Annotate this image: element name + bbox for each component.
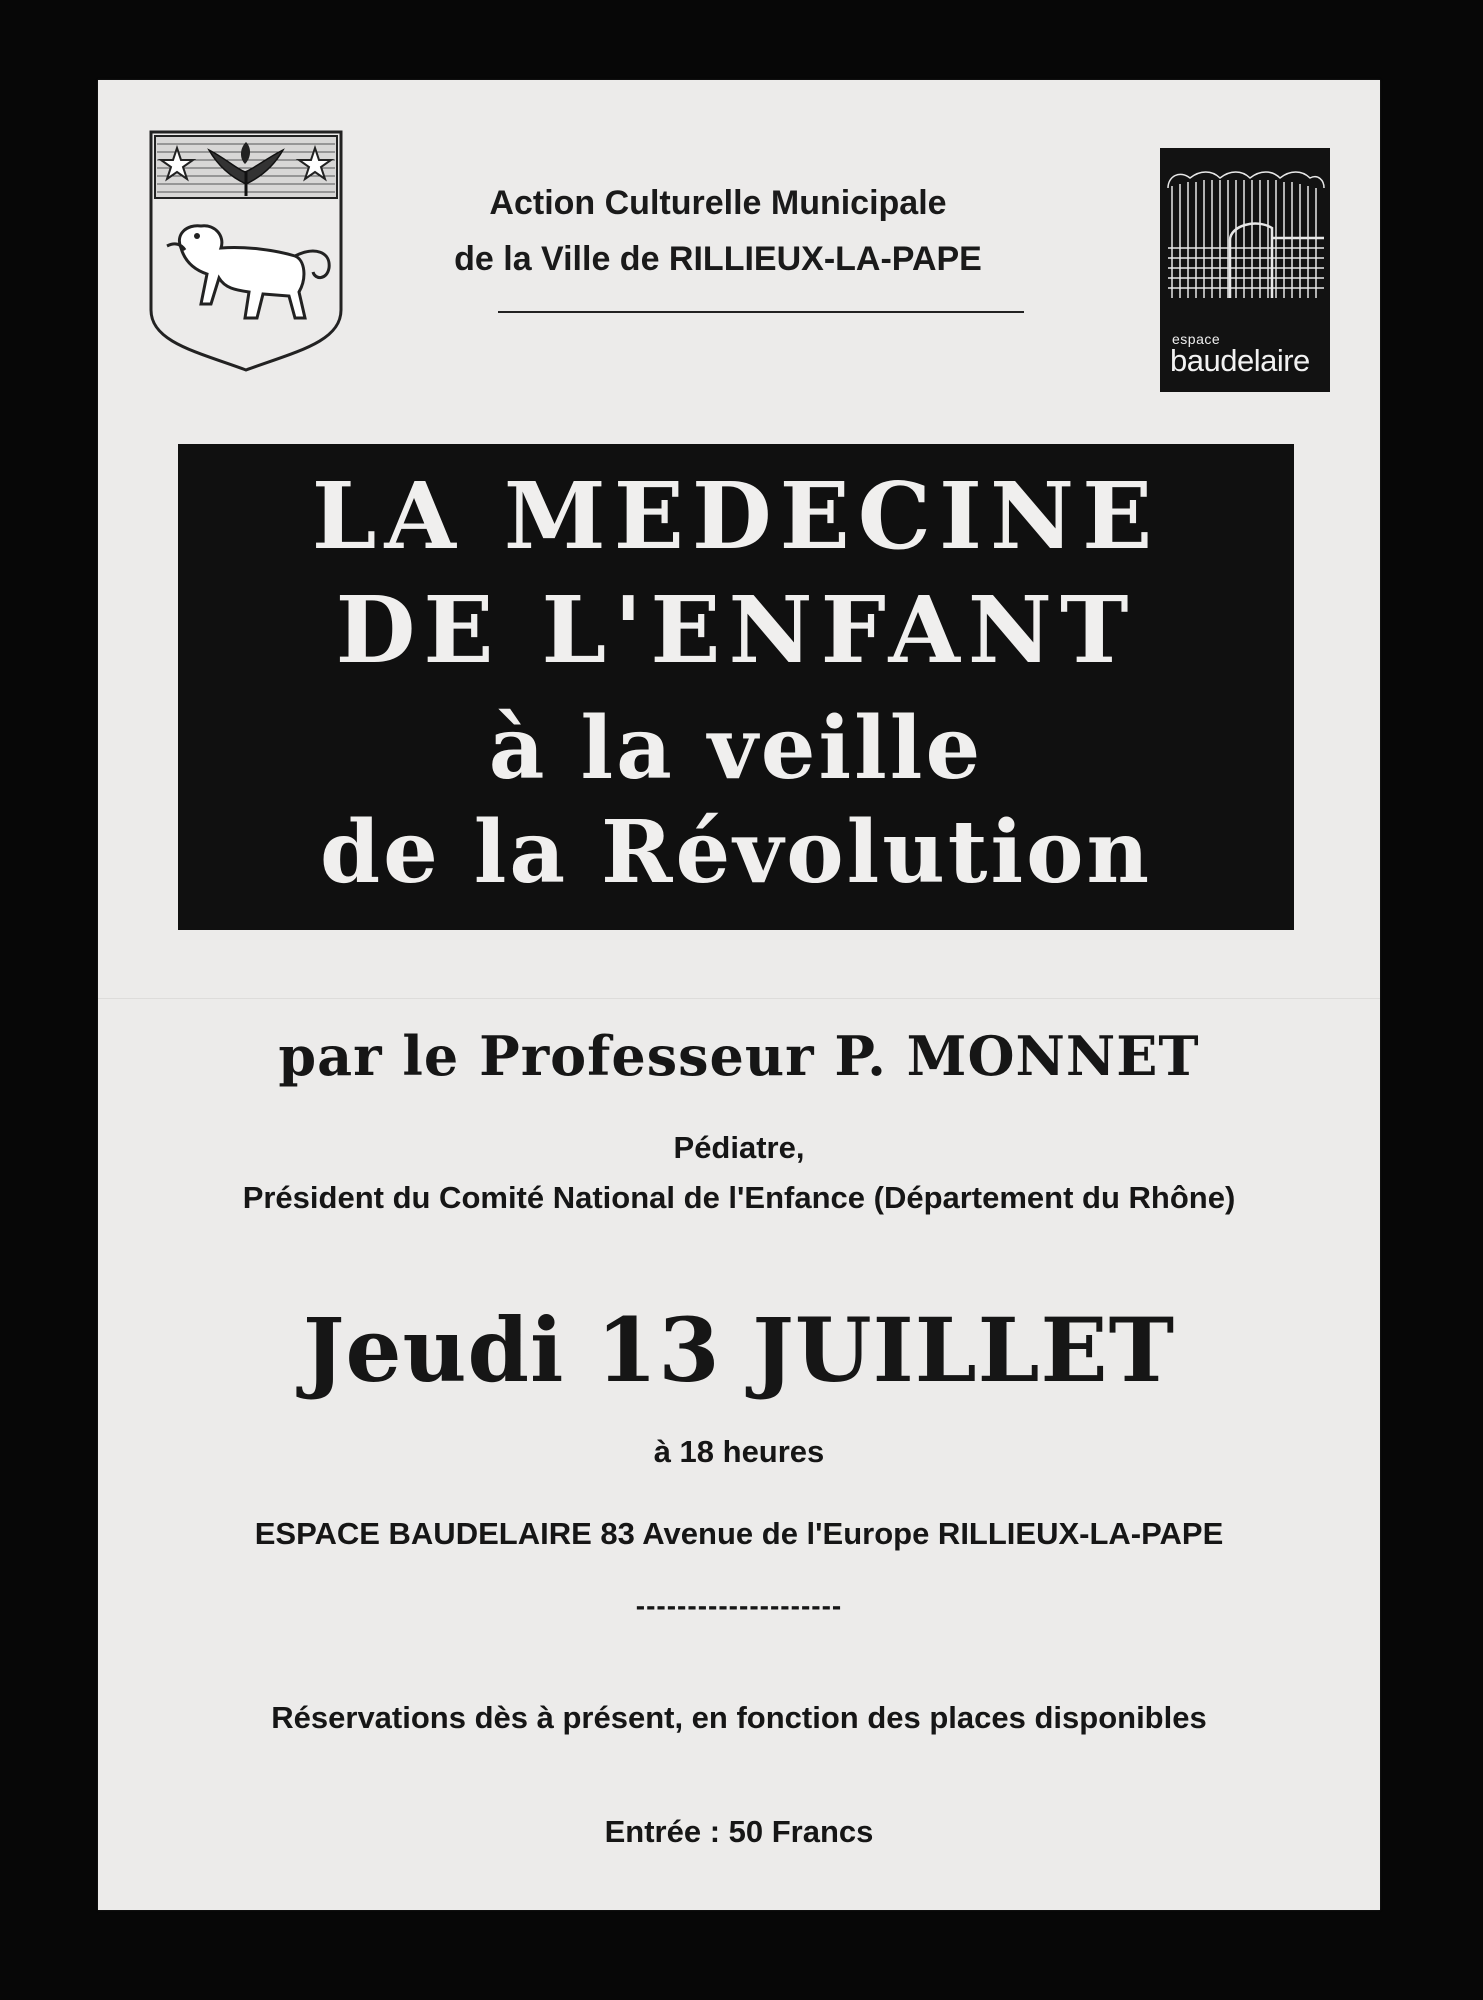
header-divider [498,311,1024,313]
entry-price: Entrée : 50 Francs [604,1814,874,1849]
event-time: à 18 heures [653,1434,825,1469]
organizer-line-1: Action Culturelle Municipale [489,184,947,222]
event-venue: ESPACE BAUDELAIRE 83 Avenue de l'Europe RILLIEUX-LA-PAPE [254,1516,1224,1551]
title-line-2: DE L'ENFANT [335,576,1137,684]
speaker-role-2: Président du Comité National de l'Enfance (Département du Rhône) [242,1180,1236,1215]
speaker-role-1: Pédiatre, [673,1130,805,1165]
title-line-1: LA MEDECINE [311,462,1161,570]
building-icon [1160,148,1330,318]
fold-line [98,998,1380,1000]
title-line-3: à la veille [488,698,984,799]
speaker-name: par le Professeur P. MONNET [278,1024,1200,1088]
espace-baudelaire-logo [1160,148,1330,392]
event-date: Jeudi 13 JUILLET [302,1298,1176,1402]
poster [98,80,1380,1910]
reservations-note: Réservations dès à présent, en fonction des places disponibles [271,1700,1207,1735]
separator-dashes: -------------------- [635,1590,843,1621]
logo-label-small: espace [1172,331,1221,347]
coat-of-arms-icon [145,128,347,374]
title-block [178,444,1294,930]
organizer-line-2: de la Ville de RILLIEUX-LA-PAPE [454,240,982,278]
logo-label-big: baudelaire [1170,343,1310,378]
title-line-4: de la Révolution [319,802,1153,903]
